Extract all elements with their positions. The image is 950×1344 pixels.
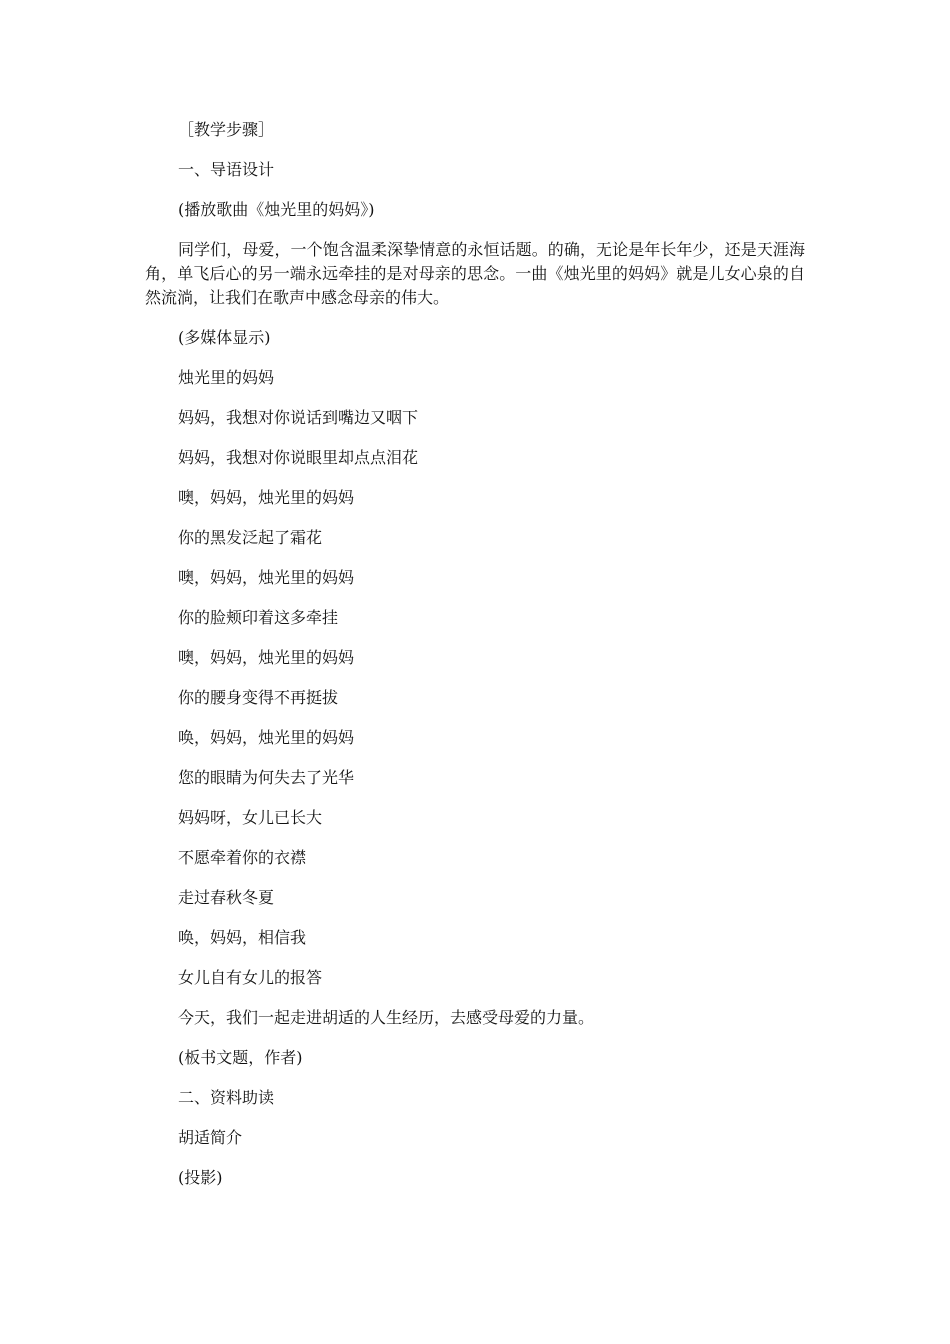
lyric-line: 走过春秋冬夏	[178, 888, 275, 907]
lyric-line: 妈妈，我想对你说眼里却点点泪花	[178, 448, 419, 467]
document-body	[145, 118, 805, 1206]
lyric-line: 噢，妈妈，烛光里的妈妈	[178, 488, 355, 507]
lyric-line: 你的脸颊印着这多牵挂	[178, 608, 339, 627]
lyric-line: 噢，妈妈，烛光里的妈妈	[178, 568, 355, 587]
today-line: 今天，我们一起走进胡适的人生经历，去感受母爱的力量。	[178, 1008, 595, 1027]
lyric-line: 女儿自有女儿的报答	[178, 968, 323, 987]
lyric-line: 妈妈，我想对你说话到嘴边又咽下	[178, 408, 419, 427]
hushi-intro-heading: 胡适简介	[178, 1128, 243, 1147]
lyric-line: 您的眼睛为何失去了光华	[178, 768, 355, 787]
lyric-line: 唤，妈妈，烛光里的妈妈	[178, 728, 355, 747]
board-note: (板书文题，作者)	[178, 1048, 303, 1067]
lyric-line: 妈妈呀，女儿已长大	[178, 808, 323, 827]
intro-paragraph: 同学们，母爱，一个饱含温柔深挚情意的永恒话题。的确，无论是年长年少，还是天涯海角，单飞后心的另一端永远牵挂的是对母亲的思念。一曲《烛光里的妈妈》就是儿女心泉的自然流淌，让我们在歌声中感念母亲的伟大。	[145, 240, 805, 307]
lyric-line: 你的黑发泛起了霜花	[178, 528, 323, 547]
teaching-steps-heading: ［教学步骤］	[178, 120, 275, 139]
lyric-line: 唤，妈妈，相信我	[178, 928, 307, 947]
projection-note: (投影)	[178, 1168, 223, 1187]
song-title: 烛光里的妈妈	[178, 368, 275, 387]
lyric-line: 噢，妈妈，烛光里的妈妈	[178, 648, 355, 667]
section-1-title: 一、导语设计	[178, 160, 275, 179]
play-song-note: (播放歌曲《烛光里的妈妈》)	[178, 200, 375, 219]
section-2-title: 二、资料助读	[178, 1088, 275, 1107]
lyric-line: 你的腰身变得不再挺拔	[178, 688, 339, 707]
multimedia-note: (多媒体显示)	[178, 328, 271, 347]
lyric-line: 不愿牵着你的衣襟	[178, 848, 307, 867]
